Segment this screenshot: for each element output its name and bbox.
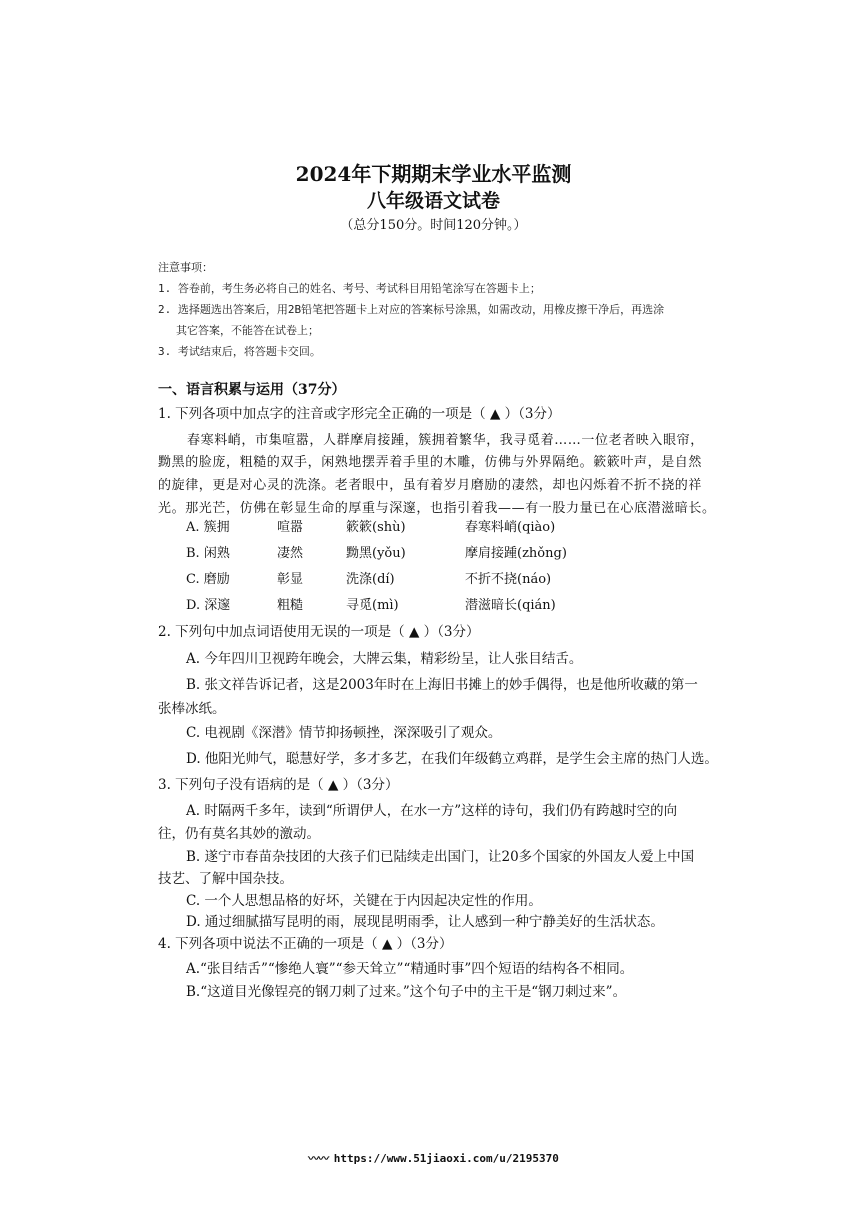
footer-url <box>0 1150 867 1166</box>
section-1-title: 一、语言积累与运用（37分） <box>158 382 346 398</box>
q3-option-b-line-2: 技艺、了解中国杂技。 <box>158 871 293 887</box>
q1-option-b-3: 黝黑(yǒu) <box>346 546 406 561</box>
q1-passage-line-1: 春寒料峭，市集喧嚣，人群摩肩接踵，簇拥着繁华，我寻觅着……一位老者映入眼帘， <box>187 433 704 448</box>
score-time-line: （总分150分。时间120分钟。） <box>340 218 527 233</box>
q3-option-b-line-1: B. 遂宁市春苗杂技团的大孩子们已陆续走出国门，让20多个国家的外国友人爱上中国 <box>186 849 695 865</box>
notice-item-1: 1. 答卷前，考生务必将自己的姓名、考号、考试科目用铅笔涂写在答题卡上； <box>158 282 541 295</box>
q2-option-b-line-1: B. 张文祥告诉记者，这是2003年时在上海旧书摊上的妙手偶得，也是他所收藏的第一 <box>186 677 698 693</box>
q1-option-b-1: B. 闲熟 <box>186 546 230 561</box>
q1-option-c-4: 不折不挠(náo) <box>465 572 552 587</box>
exam-subtitle: 八年级语文试卷 <box>366 190 500 212</box>
q1-option-d-1: D. 深邃 <box>186 598 231 613</box>
q1-option-c-3: 洗涤(dí) <box>346 572 395 587</box>
q2-option-c: C. 电视剧《深潜》情节抑扬顿挫，深深吸引了观众。 <box>186 725 502 741</box>
q1-option-b-4: 摩肩接踵(zhǒng) <box>465 546 567 561</box>
q1-option-d-2: 粗糙 <box>277 598 304 613</box>
q1-option-c-1: C. 磨励 <box>186 572 230 587</box>
q1-option-d-4: 潜滋暗长(qián) <box>465 598 556 613</box>
notice-item-2-cont: 其它答案，不能答在试卷上； <box>176 324 319 337</box>
question-4-stem: 4. 下列各项中说法不正确的一项是（ ▲ ）（3分） <box>158 936 453 952</box>
footer-url-text: https://www.51jiaoxi.com/u/2195370 <box>333 1152 559 1165</box>
wave-mark-icon: 〰〰 <box>308 1152 334 1165</box>
q3-option-a-line-1: A. 时隔两千多年，读到“所谓伊人，在水一方”这样的诗句，我们仍有跨越时空的向 <box>186 803 678 819</box>
q1-option-c-2: 彰显 <box>277 572 304 587</box>
q1-option-d-3: 寻觅(mì) <box>346 598 399 613</box>
q2-option-b-line-2: 张棒冰纸。 <box>158 701 226 717</box>
q1-passage-line-4: 光。那光芒，仿佛在彰显生命的厚重与深邃，也指引着我——有一股力量已在心底潜滋暗长。 <box>158 501 716 516</box>
q1-option-a-1: A. 簇拥 <box>186 520 230 535</box>
q1-option-a-2: 喧嚣 <box>277 520 304 535</box>
notice-item-3: 3. 考试结束后，将答题卡交回。 <box>158 345 321 358</box>
question-1-stem: 1. 下列各项中加点字的注音或字形完全正确的一项是（ ▲ ）（3分） <box>158 406 561 422</box>
q4-option-a: A.“张目结舌”“惨绝人寰”“参天耸立”“精通时事”四个短语的结构各不相同。 <box>186 961 634 977</box>
q1-option-a-3: 簌簌(shù) <box>346 520 406 535</box>
q3-option-d: D. 通过细腻描写昆明的雨，展现昆明雨季，让人感到一种宁静美好的生活状态。 <box>186 914 664 930</box>
q2-option-d: D. 他阳光帅气，聪慧好学，多才多艺，在我们年级鹤立鸡群，是学生会主席的热门人选。 <box>186 751 718 767</box>
exam-title: 2024年下期期末学业水平监测 <box>295 162 572 186</box>
q2-option-a: A. 今年四川卫视跨年晚会，大牌云集，精彩纷呈，让人张目结舌。 <box>186 651 583 667</box>
question-2-stem: 2. 下列句中加点词语使用无误的一项是（ ▲ ）（3分） <box>158 624 480 640</box>
q3-option-a-line-2: 往，仍有莫名其妙的激动。 <box>158 826 320 842</box>
q4-option-b: B.“这道目光像锃亮的钢刀刺了过来。”这个句子中的主干是“钢刀刺过来”。 <box>186 984 627 1000</box>
q1-passage-line-3: 的旋律，更是对心灵的洗涤。老者眼中，虽有着岁月磨励的凄然，却也闪烁着不折不挠的祥 <box>158 478 703 493</box>
notice-heading: 注意事项： <box>158 261 213 274</box>
q1-option-a-4: 春寒料峭(qiào) <box>465 520 556 535</box>
q1-passage-line-2: 黝黑的脸庞，粗糙的双手，闲熟地摆弄着手里的木雕，仿佛与外界隔绝。簌簌叶声，是自然 <box>158 455 703 470</box>
q3-option-c: C. 一个人思想品格的好坏，关键在于内因起决定性的作用。 <box>186 893 542 909</box>
question-3-stem: 3. 下列句子没有语病的是（ ▲ ）（3分） <box>158 777 399 793</box>
q1-option-b-2: 凄然 <box>277 546 304 561</box>
notice-item-2: 2. 选择题选出答案后，用2B铅笔把答题卡上对应的答案标号涂黑，如需改动，用橡皮擦干净后，再选涂 <box>158 303 665 316</box>
